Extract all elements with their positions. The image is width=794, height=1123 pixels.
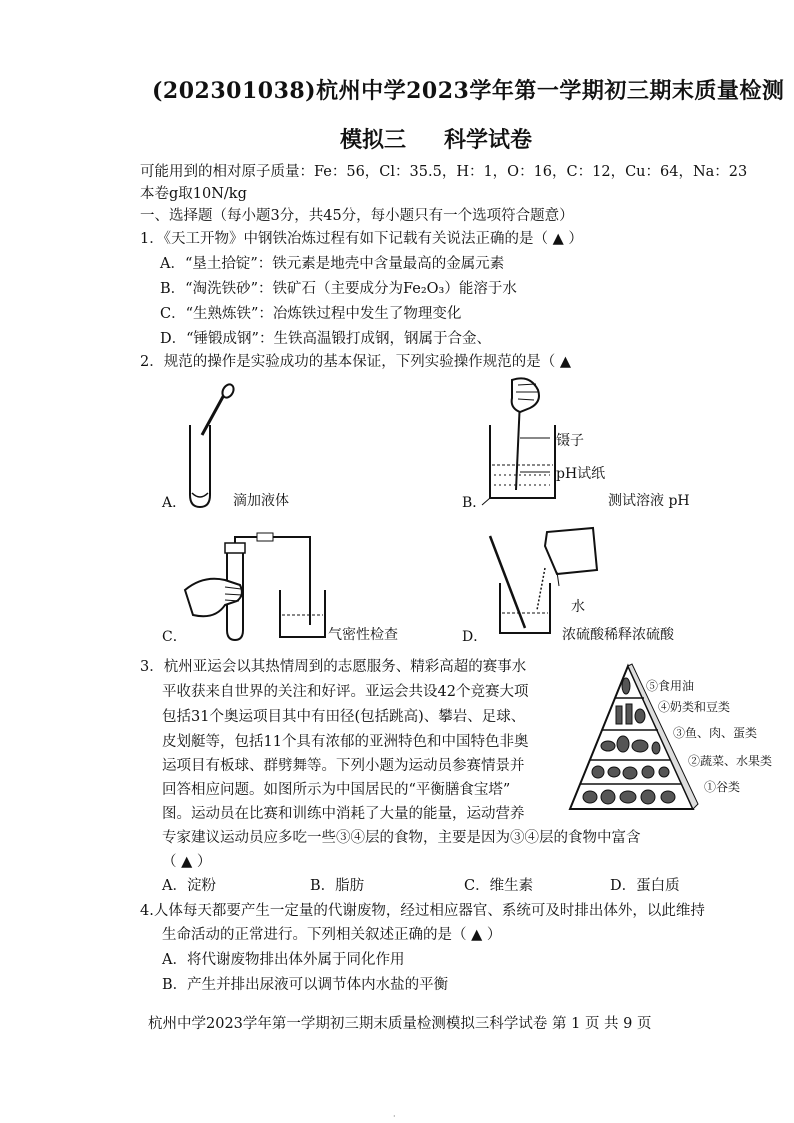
q1-option-d: D．“锤锻成钢”：生铁高温锻打成钢，钢属于合金、	[160, 331, 491, 347]
ph-label-leaders	[520, 430, 560, 480]
q1-stem: 1．《天工开物》中钢铁冶炼过程有如下记载有关说法正确的是（ ▲ ）	[140, 231, 583, 247]
q2-b-letter: B．	[462, 495, 487, 511]
section-heading: 一、选择题（每小题3分，共45分，每小题只有一个选项符合题意）	[140, 208, 574, 224]
q3-line-9: （ ▲ ）	[162, 854, 212, 870]
q3-line-2: 平收获来自世界的关注和好评。亚运会共设42个竞赛大项	[162, 684, 529, 700]
q3-option-a: A．淀粉	[162, 878, 216, 894]
pyramid-level-3: ③鱼、肉、蛋类	[673, 726, 758, 740]
pyramid-level-4: ④奶类和豆类	[658, 700, 731, 714]
pyramid-level-2: ②蔬菜、水果类	[688, 754, 773, 768]
q3-line-3: 包括31个奥运项目其中有田径(包括跳高)、攀岩、足球、	[162, 709, 526, 725]
water-label: 水	[571, 599, 585, 615]
airtightness-figure	[185, 535, 335, 645]
q2-a-caption: 滴加液体	[233, 493, 289, 509]
atomic-mass-info: 可能用到的相对原子质量：Fe：56，Cl：35.5，H：1，O：16，C：12，Cu：64，Na：23	[140, 164, 748, 180]
q3-line-5: 运项目有板球、群劈舞等。下列小题为运动员参赛情景并	[162, 758, 525, 774]
q2-stem: 2．规范的操作是实验成功的基本保证，下列实验操作规范的是（ ▲	[140, 354, 571, 370]
q4-stem-1: 4.人体每天都要产生一定量的代谢废物，经过相应器官、系统可及时排出体外，以此维持	[140, 903, 705, 919]
q2-a-letter: A．	[162, 495, 187, 511]
q3-line-1: 3．杭州亚运会以其热情周到的志愿服务、精彩高超的赛事水	[140, 659, 527, 675]
bottom-mark: ·	[393, 1112, 396, 1121]
q4-option-b: B．产生并排出尿液可以调节体内水盐的平衡	[162, 977, 449, 993]
q2-d-caption: 浓硫酸稀释浓硫酸	[562, 627, 674, 643]
q2-d-letter: D．	[462, 629, 488, 645]
q1-option-c: C．“生熟炼铁”：冶炼铁过程中发生了物理变化	[160, 306, 462, 322]
q3-line-6: 回答相应问题。如图所示为中国居民的“平衡膳食宝塔”	[162, 782, 511, 798]
exam-title: (202301038)杭州中学2023学年第一学期初三期末质量检测	[152, 78, 785, 104]
q2-b-caption: 测试溶液 pH	[608, 493, 690, 509]
q4-stem-2: 生命活动的正常进行。下列相关叙述正确的是（ ▲ ）	[162, 927, 502, 943]
subtitle-part2: 科学试卷	[444, 127, 533, 153]
page-footer: 杭州中学2023学年第一学期初三期末质量检测模拟三科学试卷 第 1 页 共 9 页	[148, 1016, 652, 1032]
exam-subtitle	[340, 123, 532, 154]
dilution-figure	[485, 528, 605, 638]
gravity-info: 本卷g取10N/kg	[140, 186, 247, 202]
q3-option-c: C．维生素	[464, 878, 534, 894]
q3-line-4: 皮划艇等，包括11个具有浓郁的亚洲特色和中国特色非奥	[162, 734, 529, 750]
ph-paper-label: pH试纸	[556, 466, 606, 482]
tweezers-label: 镊子	[556, 433, 584, 449]
q1-option-b: B．“淘洗铁砂”：铁矿石（主要成分为Fe₂O₃）能溶于水	[160, 281, 517, 297]
q2-c-caption: 气密性检查	[328, 627, 398, 643]
q3-line-7: 图。运动员在比赛和训练中消耗了大量的能量，运动营养	[162, 806, 525, 822]
q2-c-letter: C．	[162, 629, 187, 645]
q3-option-b: B．脂肪	[310, 878, 365, 894]
q4-option-a: A．将代谢废物排出体外属于同化作用	[162, 952, 405, 968]
pyramid-level-1: ①谷类	[704, 780, 741, 794]
subtitle-part1: 模拟三	[340, 127, 407, 153]
q3-line-8: 专家建议运动员应多吃一些③④层的食物，主要是因为③④层的食物中富含	[162, 830, 641, 846]
q1-option-a: A．“垦土拾锭”：铁元素是地壳中含量最高的金属元素	[160, 256, 505, 272]
pyramid-level-5: ⑤食用油	[646, 679, 695, 693]
q3-option-d: D．蛋白质	[610, 878, 680, 894]
